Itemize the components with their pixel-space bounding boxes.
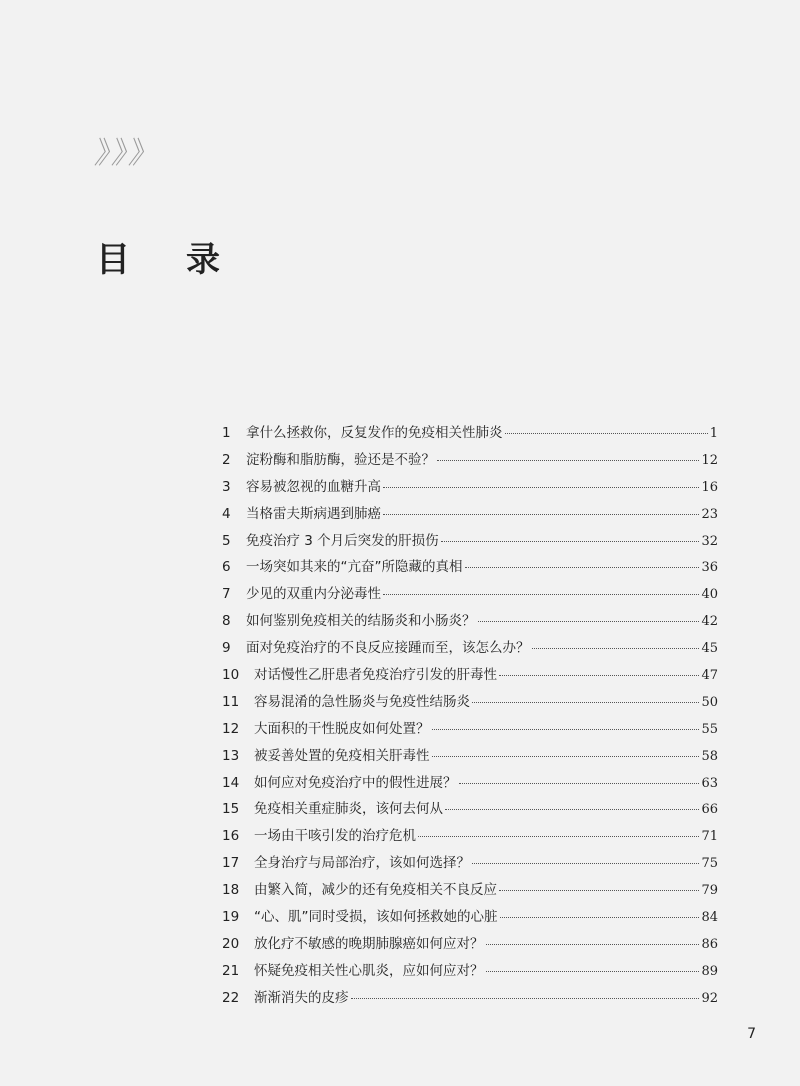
toc-entry-title: 对话慢性乙肝患者免疫治疗引发的肝毒性 (254, 667, 497, 684)
dot-leader (465, 567, 700, 568)
dot-leader (383, 594, 699, 595)
dot-leader (499, 890, 699, 891)
toc-entry-number: 3 (222, 478, 231, 495)
dot-leader (437, 460, 699, 461)
toc-entry-number: 13 (222, 747, 240, 764)
toc-entry[interactable] (222, 421, 718, 448)
toc-entry-title: 少见的双重内分泌毒性 (246, 586, 381, 603)
toc-entry-page: 89 (701, 963, 718, 979)
dot-leader (532, 648, 700, 649)
toc-entry[interactable] (222, 744, 718, 771)
toc-entry-page: 1 (709, 426, 718, 441)
table-of-contents (222, 421, 718, 1013)
toc-entry-page: 23 (701, 506, 718, 522)
toc-entry-title: 免疫治疗 3 个月后突发的肝损伤 (246, 532, 439, 549)
toc-entry-title: 如何应对免疫治疗中的假性进展？ (254, 774, 457, 791)
toc-entry-page: 79 (701, 883, 718, 899)
toc-entry-title: 容易混淆的急性肠炎与免疫性结肠炎 (254, 693, 470, 710)
toc-entry[interactable] (222, 502, 718, 529)
toc-entry-title: 一场突如其来的“亢奋”所隐藏的真相 (246, 559, 463, 576)
toc-entry[interactable] (222, 555, 718, 582)
toc-entry-page: 12 (701, 452, 718, 468)
toc-entry[interactable] (222, 475, 718, 502)
toc-entry-title: 如何鉴别免疫相关的结肠炎和小肠炎？ (246, 613, 476, 630)
toc-entry-number: 10 (222, 667, 240, 684)
toc-entry-page: 42 (701, 614, 718, 630)
toc-entry-title: 由繁入简，减少的还有免疫相关不良反应 (254, 882, 497, 899)
toc-entry-page: 32 (701, 533, 718, 549)
dot-leader (383, 514, 699, 515)
toc-entry-title: 淀粉酶和脂肪酶，验还是不验？ (246, 451, 435, 468)
toc-entry-page: 50 (701, 694, 718, 710)
toc-entry-number: 22 (222, 989, 240, 1006)
toc-entry-number: 18 (222, 882, 240, 899)
toc-entry[interactable] (222, 690, 718, 717)
toc-entry-title: 全身治疗与局部治疗，该如何选择？ (254, 855, 470, 872)
dot-leader (486, 944, 700, 945)
dot-leader (472, 702, 699, 703)
toc-entry[interactable] (222, 986, 718, 1013)
page-number: 7 (747, 1026, 756, 1042)
toc-entry-title: 当格雷夫斯病遇到肺癌 (246, 505, 381, 522)
dot-leader (505, 433, 708, 434)
dot-leader (472, 863, 699, 864)
toc-entry-page: 58 (701, 748, 718, 764)
toc-entry-title: 渐渐消失的皮疹 (254, 989, 349, 1006)
toc-entry[interactable] (222, 905, 718, 932)
toc-entry-number: 4 (222, 505, 231, 522)
toc-entry-page: 45 (701, 641, 718, 657)
page-title: 目录 (96, 240, 276, 280)
toc-entry-title: 放化疗不敏感的晚期肺腺癌如何应对？ (254, 935, 484, 952)
dot-leader (445, 809, 699, 810)
dot-leader (432, 729, 700, 730)
toc-entry[interactable] (222, 609, 718, 636)
dot-leader (441, 541, 700, 542)
toc-entry-page: 84 (701, 910, 718, 926)
toc-entry-page: 55 (701, 721, 718, 737)
toc-entry-number: 5 (222, 532, 231, 549)
toc-entry-number: 12 (222, 720, 240, 737)
toc-entry[interactable] (222, 636, 718, 663)
toc-entry-page: 63 (701, 775, 718, 791)
toc-entry-title: 拿什么拯救你，反复发作的免疫相关性肺炎 (246, 425, 503, 441)
toc-entry-page: 16 (701, 479, 718, 495)
decorative-chevrons: 》》》 (92, 136, 165, 171)
toc-entry[interactable] (222, 797, 718, 824)
toc-entry-page: 40 (701, 587, 718, 603)
toc-entry[interactable] (222, 663, 718, 690)
toc-entry-title: 容易被忽视的血糖升高 (246, 478, 381, 495)
toc-entry-number: 21 (222, 962, 240, 979)
toc-entry[interactable] (222, 529, 718, 556)
toc-entry-number: 9 (222, 640, 231, 657)
toc-entry-number: 20 (222, 935, 240, 952)
toc-entry-number: 7 (222, 586, 231, 603)
toc-entry-number: 6 (222, 559, 231, 576)
toc-entry-page: 71 (701, 829, 718, 845)
toc-entry-title: 被妥善处置的免疫相关肝毒性 (254, 747, 430, 764)
toc-entry[interactable] (222, 878, 718, 905)
toc-entry-page: 92 (701, 990, 718, 1006)
toc-entry[interactable] (222, 851, 718, 878)
toc-entry-number: 14 (222, 774, 240, 791)
toc-entry-page: 66 (701, 802, 718, 818)
toc-entry[interactable] (222, 771, 718, 798)
dot-leader (459, 783, 700, 784)
toc-entry[interactable] (222, 932, 718, 959)
toc-entry-number: 19 (222, 909, 240, 926)
dot-leader (432, 756, 700, 757)
toc-entry-number: 17 (222, 855, 240, 872)
toc-entry[interactable] (222, 448, 718, 475)
toc-entry-title: 免疫相关重症肺炎，该何去何从 (254, 801, 443, 818)
toc-entry[interactable] (222, 717, 718, 744)
toc-entry-number: 8 (222, 613, 231, 630)
toc-entry-number: 11 (222, 693, 240, 710)
toc-entry-number: 1 (222, 425, 231, 441)
dot-leader (478, 621, 700, 622)
toc-entry-page: 47 (701, 668, 718, 684)
dot-leader (499, 675, 699, 676)
toc-entry-page: 86 (701, 936, 718, 952)
dot-leader (500, 917, 700, 918)
dot-leader (351, 998, 700, 999)
toc-entry-title: “心、肌”同时受损，该如何拯救她的心脏 (254, 909, 498, 926)
toc-entry-number: 15 (222, 801, 240, 818)
toc-entry-page: 36 (701, 560, 718, 576)
dot-leader (418, 836, 699, 837)
toc-entry[interactable] (222, 824, 718, 851)
toc-entry[interactable] (222, 959, 718, 986)
dot-leader (486, 971, 700, 972)
toc-entry-number: 16 (222, 828, 240, 845)
toc-entry-title: 大面积的干性脱皮如何处置？ (254, 720, 430, 737)
dot-leader (383, 487, 699, 488)
toc-entry-page: 75 (701, 856, 718, 872)
toc-entry-title: 一场由干咳引发的治疗危机 (254, 828, 416, 845)
toc-entry-title: 面对免疫治疗的不良反应接踵而至，该怎么办？ (246, 640, 530, 657)
toc-entry-number: 2 (222, 451, 231, 468)
toc-entry[interactable] (222, 582, 718, 609)
toc-entry-title: 怀疑免疫相关性心肌炎，应如何应对？ (254, 962, 484, 979)
